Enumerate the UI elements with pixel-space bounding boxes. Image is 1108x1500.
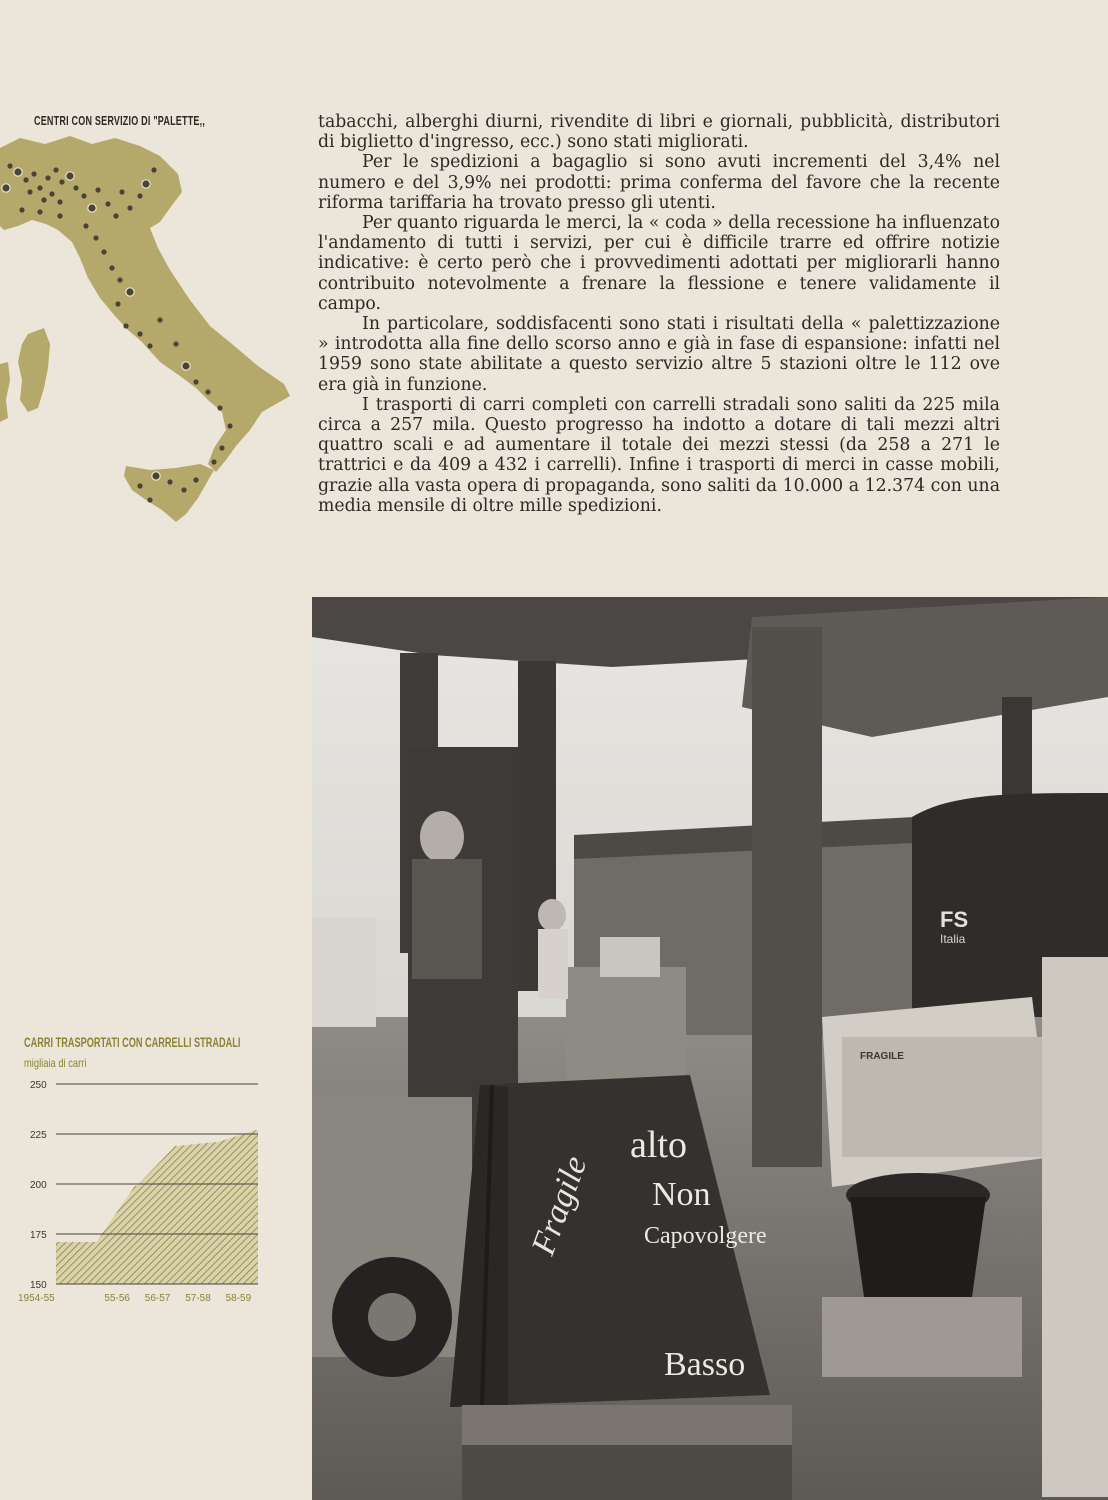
article-paragraph: In particolare, soddisfacenti sono stati i risultati della « palettizzazione » introdotta alla fine dello scorso anno e già in fase di espansione: infatti nel 1959 sono state abilitate a questo servizio altre 5 stazioni oltre le 112 ove era già in funzione. bbox=[318, 314, 1000, 395]
service-center-dot bbox=[147, 497, 152, 502]
service-center-dot bbox=[182, 362, 190, 370]
crate-text-capovolgere: Capovolgere bbox=[644, 1223, 767, 1249]
service-center-dot bbox=[126, 288, 134, 296]
crate-text-non: Non bbox=[652, 1176, 711, 1213]
sardinia-shape bbox=[18, 328, 50, 412]
map-title: CENTRI CON SERVIZIO DI "PALETTE,, bbox=[34, 114, 206, 128]
service-center-dot bbox=[2, 184, 10, 192]
y-tick-label: 225 bbox=[30, 1130, 47, 1141]
wagon-fs: FS bbox=[940, 907, 969, 932]
service-center-dot bbox=[115, 301, 120, 306]
second-worker bbox=[538, 899, 566, 931]
x-tick-label: 57-58 bbox=[185, 1293, 211, 1304]
service-center-dot bbox=[57, 213, 62, 218]
service-center-dot bbox=[59, 179, 64, 184]
service-center-dot bbox=[205, 389, 210, 394]
article-paragraph: Per quanto riguarda le merci, la « coda » della recessione ha influenzato l'andamento di tutti i servizi, per cui è difficile trarre ed offrire notizie indicative: è certo però che i provvedimenti adottati per migliorarli hanno contribuito notevolmente a frenare la flessione e tenere validamente il campo. bbox=[318, 213, 1000, 314]
service-center-dot bbox=[173, 341, 178, 346]
trucking-chart bbox=[0, 1060, 300, 1320]
service-center-dot bbox=[73, 185, 78, 190]
crate-stack bbox=[600, 937, 660, 977]
service-center-dot bbox=[105, 201, 110, 206]
service-center-dot bbox=[88, 204, 96, 212]
service-center-dot bbox=[23, 177, 28, 182]
crate-text-alto: alto bbox=[630, 1124, 687, 1166]
service-center-dot bbox=[227, 423, 232, 428]
y-tick-label: 150 bbox=[30, 1280, 47, 1291]
service-center-dot bbox=[137, 483, 142, 488]
chart-area bbox=[56, 1130, 258, 1284]
crate-text-basso: Basso bbox=[664, 1346, 746, 1383]
pallet bbox=[462, 1405, 792, 1445]
italy-land bbox=[0, 136, 290, 522]
service-center-dot bbox=[217, 405, 222, 410]
service-center-dot bbox=[113, 213, 118, 218]
service-center-dot bbox=[193, 379, 198, 384]
corsica-shape bbox=[0, 362, 10, 422]
crate-label: FRAGILE bbox=[860, 1051, 904, 1062]
chart-title: CARRI TRASPORTATI CON CARRELLI STRADALI bbox=[24, 1035, 241, 1050]
warehouse-photo bbox=[312, 597, 1108, 1500]
service-center-dot bbox=[137, 331, 142, 336]
x-tick-label: 58-59 bbox=[225, 1293, 252, 1304]
service-center-dot bbox=[19, 207, 24, 212]
service-center-dot bbox=[193, 477, 198, 482]
pillar bbox=[752, 627, 822, 1167]
italy-map bbox=[0, 130, 300, 530]
service-center-dot bbox=[123, 323, 128, 328]
service-center-dot bbox=[117, 277, 122, 282]
y-tick-label: 175 bbox=[30, 1230, 47, 1241]
crate-text-fragile: Fragile bbox=[524, 1151, 595, 1260]
worker-body bbox=[412, 859, 482, 979]
service-center-dot bbox=[93, 235, 98, 240]
sicily-shape bbox=[124, 464, 214, 522]
service-center-dot bbox=[101, 249, 106, 254]
wagon-italia: Italia bbox=[940, 932, 966, 946]
basket-body bbox=[850, 1197, 986, 1297]
service-center-dot bbox=[219, 445, 224, 450]
service-center-dot bbox=[45, 175, 50, 180]
service-center-dot bbox=[14, 168, 22, 176]
service-center-dot bbox=[7, 163, 12, 168]
service-center-dot bbox=[31, 171, 36, 176]
service-center-dot bbox=[41, 197, 46, 202]
service-center-dot bbox=[83, 223, 88, 228]
service-center-dot bbox=[137, 193, 142, 198]
crate-stack bbox=[312, 917, 376, 1027]
service-center-dot bbox=[109, 265, 114, 270]
service-center-dot bbox=[66, 172, 74, 180]
service-center-dot bbox=[157, 317, 162, 322]
service-center-dot bbox=[37, 185, 42, 190]
article-paragraph: tabacchi, alberghi diurni, rivendite di libri e giornali, pubblicità, distributori di biglietto d'ingresso, ecc.) sono stati migliorati. bbox=[318, 112, 1000, 153]
x-tick-label: 1954-55 bbox=[18, 1293, 55, 1304]
article-body bbox=[318, 112, 1000, 516]
service-center-dot bbox=[211, 459, 216, 464]
service-center-dot bbox=[57, 199, 62, 204]
chart-unit-label: migliaia di carri bbox=[24, 1056, 87, 1070]
service-center-dot bbox=[81, 193, 86, 198]
service-center-dot bbox=[37, 209, 42, 214]
service-center-dot bbox=[127, 205, 132, 210]
basket-pallet bbox=[822, 1297, 1022, 1377]
x-tick-label: 55-56 bbox=[104, 1293, 130, 1304]
service-center-dot bbox=[147, 343, 152, 348]
service-center-dot bbox=[181, 487, 186, 492]
article-paragraph: Per le spedizioni a bagaglio si sono avuti incrementi del 3,4% nel numero e del 3,9% nei prodotti: prima conferma del favore che la recente riforma tariffaria ha trovato presso gli utenti. bbox=[318, 152, 1000, 213]
y-tick-label: 200 bbox=[30, 1180, 47, 1191]
crate-stack-right bbox=[1042, 957, 1108, 1497]
service-center-dot bbox=[119, 189, 124, 194]
service-center-dot bbox=[151, 167, 156, 172]
worker-head bbox=[420, 811, 464, 863]
x-tick-label: 56-57 bbox=[144, 1293, 171, 1304]
service-center-dot bbox=[167, 479, 172, 484]
service-center-dot bbox=[95, 187, 100, 192]
service-center-dot bbox=[152, 472, 160, 480]
service-center-dot bbox=[142, 180, 150, 188]
service-center-dot bbox=[53, 167, 58, 172]
service-center-dot bbox=[27, 189, 32, 194]
y-tick-label: 250 bbox=[30, 1080, 47, 1091]
service-center-dot bbox=[49, 191, 54, 196]
article-paragraph: I trasporti di carri completi con carrelli stradali sono saliti da 225 mila circa a 257 mila. Questo progresso ha indotto a dotare di tali mezzi altri quattro scali e ad aumentare il totale dei mezzi stessi (da 258 a 271 le trattrici e da 409 a 432 i carrelli). Infine i trasporti di merci in casse mobili, grazie alla vasta opera di propaganda, sono saliti da 10.000 a 12.374 con una media mensile di oltre mille spedizioni. bbox=[318, 394, 1000, 516]
